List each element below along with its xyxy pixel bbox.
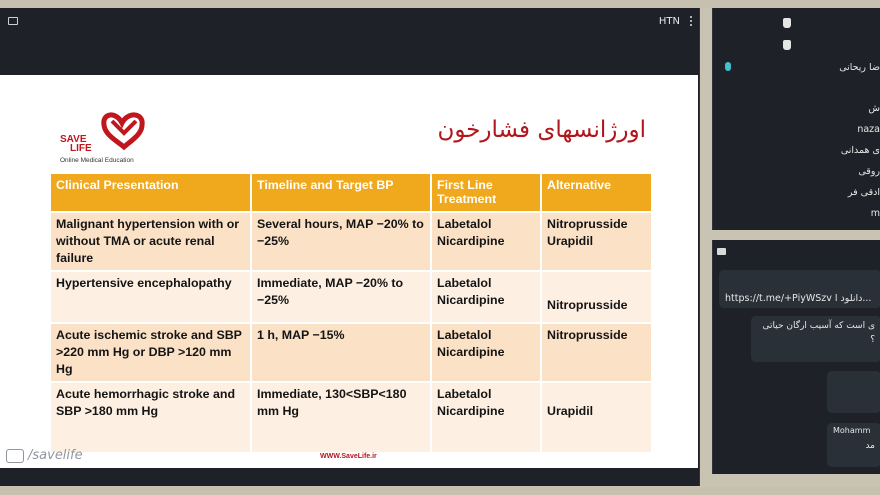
top-border <box>0 0 880 8</box>
table-cell: Labetalol Nicardipine <box>431 212 541 271</box>
participant-name: naza <box>857 123 880 135</box>
slide-url: WWW.SaveLife.ir <box>320 453 377 460</box>
participant-name: ش <box>868 102 880 114</box>
watermark-logo-icon <box>6 449 24 463</box>
table-row <box>51 271 651 323</box>
chat-panel <box>712 240 880 474</box>
chat-message[interactable] <box>751 316 880 362</box>
participant-item[interactable] <box>848 184 880 200</box>
participant-item[interactable] <box>839 59 880 75</box>
chat-message-text[interactable]: https://t.me/+PiyWSzv دانلود ا... <box>725 293 872 304</box>
logo-subtitle: Online Medical Education <box>60 157 134 164</box>
slide <box>0 75 698 468</box>
pane-title: HTN <box>658 15 680 27</box>
raised-hand-icon <box>783 18 791 28</box>
raised-hand-icon <box>783 40 791 50</box>
pane-header <box>0 8 700 34</box>
table-cell: Hypertensive encephalopathy <box>51 271 251 323</box>
participant-item[interactable] <box>871 205 880 221</box>
column-header: Clinical Presentation <box>51 174 251 212</box>
chat-author: Mohamm <box>833 426 871 435</box>
chat-message[interactable] <box>827 423 880 467</box>
participant-name: ادقی فر <box>847 186 880 198</box>
logo-line1: SAVE <box>60 134 87 145</box>
microphone-icon <box>725 62 731 71</box>
participant-item[interactable] <box>868 100 880 116</box>
chat-message[interactable] <box>827 371 880 413</box>
participant-name: روقی <box>858 165 880 177</box>
chat-message-text: ی است که آسیب ارگان حیاتی ؟ <box>762 321 875 345</box>
table-cell: Labetalol Nicardipine <box>431 323 541 382</box>
table-cell: Acute hemorrhagic stroke and SBP >180 mm Hg <box>51 382 251 452</box>
table-row <box>51 382 651 452</box>
chat-message[interactable] <box>719 270 880 308</box>
participant-name: ضا ریحانی <box>839 61 880 73</box>
participant-item[interactable] <box>841 142 880 158</box>
table-cell: Labetalol Nicardipine <box>431 382 541 452</box>
table-row <box>51 212 651 271</box>
column-header: Timeline and Target BP <box>251 174 431 212</box>
chat-icon <box>717 248 726 255</box>
watermark <box>6 448 83 463</box>
column-header: First Line Treatment <box>431 174 541 212</box>
watermark-text: /savelife <box>28 448 83 463</box>
more-options-icon[interactable] <box>690 16 692 26</box>
table-cell: Nitroprusside <box>541 323 651 382</box>
participant-name: m <box>870 207 880 219</box>
bp-emergency-table <box>51 174 651 452</box>
logo-text <box>60 135 92 153</box>
table-cell: 1 h, MAP −15% <box>251 323 431 382</box>
table-cell: Acute ischemic stroke and SBP >220 mm Hg or DBP >120 mm Hg <box>51 323 251 382</box>
chat-message-text: مد <box>865 441 875 451</box>
slide-title: اورژانسهای فشارخون <box>437 117 646 143</box>
participants-panel <box>712 8 880 230</box>
table-cell: Nitroprusside <box>541 271 651 323</box>
bottom-border <box>0 487 880 495</box>
participant-item[interactable] <box>857 121 880 137</box>
table-header-row <box>51 174 651 212</box>
window-icon[interactable] <box>8 17 18 25</box>
logo-line2: LIFE <box>70 143 92 154</box>
column-header: Alternative <box>541 174 651 212</box>
table-cell: Immediate, 130<SBP<180 mm Hg <box>251 382 431 452</box>
table-cell: Nitroprusside Urapidil <box>541 212 651 271</box>
table-cell: Labetalol Nicardipine <box>431 271 541 323</box>
table-cell: Malignant hypertension with or without TMA or acute renal failure <box>51 212 251 271</box>
table-cell: Several hours, MAP −20% to −25% <box>251 212 431 271</box>
participant-name: ی همدانی <box>840 144 880 156</box>
presentation-pane <box>0 8 700 486</box>
table-cell: Urapidil <box>541 382 651 452</box>
participant-item[interactable] <box>858 163 880 179</box>
table-row <box>51 323 651 382</box>
table-cell: Immediate, MAP −20% to −25% <box>251 271 431 323</box>
